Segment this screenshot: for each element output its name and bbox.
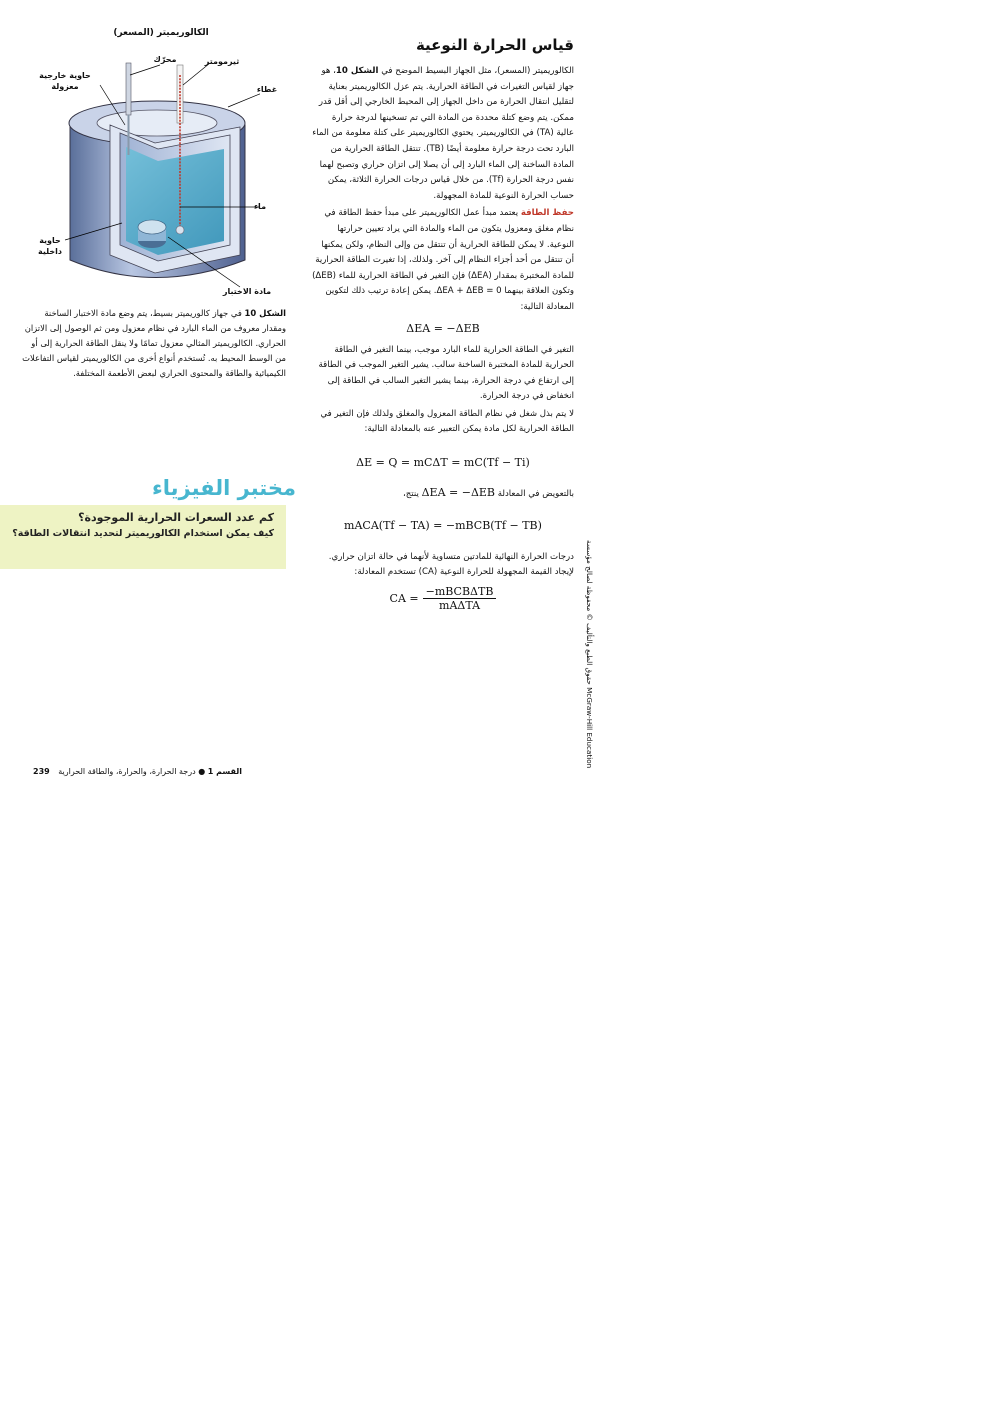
label-outer-container: حاوية خارجية معزولة <box>39 71 91 91</box>
section-heading: قياس الحرارة النوعية <box>415 36 574 54</box>
footer-section-label: القسم 1 <box>207 767 242 776</box>
paragraph-5 <box>312 485 574 503</box>
paragraph-1 <box>312 64 574 204</box>
figure-title: الكالوريميتر (المسعر) <box>113 28 209 38</box>
side-credit: حقوق الطبع والتأليف © محفوظة لصالح مؤسسة McGraw-Hill Education <box>585 540 594 769</box>
caption-text: في جهاز كالوريميتر بسيط، يتم وضع مادة الاختبار الساخنة ومقدار معروف من الماء البارد في نظام معزول ومن ثم الوصول إلى الاتزان الحراري. الكالوريميتر المثالي معزول تمامًا ولا ينقل الطاقة الحرارية إلى أو من الوسط المحيط به. تُستخدم أنواع أخرى من الكالوريميتر لقياس التفاعلات الكيميائية والطاقة والمحتوى الحراري لبعض الأطعمة المختلفة. <box>22 308 286 378</box>
p1-text-b: ، هو جهاز لقياس التغيرات في الطاقة الحرارية. يتم عزل الكالوريميتر بعناية لتقليل انتقال الحرارة من داخل الجهاز إلى المحيط الخارجي إلى أقل قدر ممكن. يتم وضع كتلة محددة من المادة التي تم تسخينها لدرجة حرارة عالية (TA) في الكالوريميتر. يحتوي الكالوريميتر على كتلة معلومة من الماء البارد تحت درجة حرارة معلومة أيضًا (TB). تنتقل الطاقة الحرارية من المادة الساخنة إلى الماء البارد إلى أن يصلا إلى اتزان حراري وتصبح لهما نفس درجة الحرارة (Tf). من خلال قياس درجات الحرارة الثلاثة، يمكن حساب الحرارة النوعية للمادة المجهولة. <box>312 66 574 201</box>
label-thermometer: ثيرمومتر <box>204 57 240 66</box>
label-water: ماء <box>253 202 267 211</box>
eq4-numerator: −mBCBΔTB <box>423 585 497 599</box>
label-test-material: مادة الاختبار <box>222 287 272 296</box>
eq4-denominator: mAΔTA <box>439 598 481 612</box>
equation-4 <box>312 585 574 612</box>
p2-text: يعتمد مبدأ عمل الكالوريميتر على مبدأ حفظ الطاقة في نظام مغلق ومعزول يتكون من الماء والمادة التي يراد تعيين حرارتها النوعية. لا يمكن للطاقة الحرارية أن تنتقل من وإلى النظام، ولكن يمكنها أن تنتقل من أحد أجزاء النظام إلى آخر. ولذلك، إذا تغيرت الطاقة الحرارية للمادة المختبرة بمقدار (ΔEA) فإن التغير في الطاقة الحرارية للماء (ΔEB) وتكون العلاقة بينهما ΔEA + ΔEB = 0. يمكن إعادة ترتيب ذلك لتكوين المعادلة التالية: <box>312 208 574 312</box>
eq4-fraction <box>423 585 497 612</box>
p1-figure-ref: الشكل 10 <box>335 66 379 76</box>
lab-title: مختبر الفيزياء <box>152 476 296 500</box>
page-number: 239 <box>33 767 50 776</box>
equation-1: ΔEA = −ΔEB <box>406 321 480 335</box>
main-column <box>312 34 574 612</box>
paragraph-2 <box>312 206 574 315</box>
equation-3: mACA(Tf − TA) = −mBCB(Tf − TB) <box>344 518 542 532</box>
page-footer <box>22 767 242 776</box>
p5-equation: ΔEA = −ΔEB <box>421 486 495 500</box>
equation-2: ΔE = Q = mCΔT = mC(Tf − Ti) <box>356 456 530 470</box>
footer-section-title: درجة الحرارة، والحرارة، والطاقة الحرارية <box>58 767 196 776</box>
keyword-conservation: حفظ الطاقة <box>520 208 574 219</box>
lab-question-1: كم عدد السعرات الحرارية الموجودة؟ <box>78 511 274 524</box>
lab-box <box>0 505 286 569</box>
eq4-lhs: CA = <box>389 591 419 605</box>
p1-text-a: الكالوريميتر (المسعر)، مثل الجهاز البسيط الموضح في <box>378 66 574 76</box>
lab-question-2: كيف يمكن استخدام الكالوريميتر لتحديد انتقالات الطاقة؟ <box>12 528 274 539</box>
paragraph-6: درجات الحرارة النهائية للمادتين متساوية لأنهما في حالة اتزان حراري. لإيجاد القيمة المجهولة للحرارة النوعية (CA) تستخدم المعادلة: <box>328 551 574 578</box>
p5-text-a: بالتعويض في المعادلة <box>497 489 574 500</box>
label-inner-container: حاوية داخلية <box>38 236 62 256</box>
label-lid: غطاء <box>256 85 278 94</box>
figure-caption <box>22 306 286 381</box>
label-stirrer: محرّك <box>153 55 177 64</box>
p5-text-b: ينتج، <box>402 489 419 500</box>
paragraph-4: لا يتم بذل شغل في نظام الطاقة المعزول والمغلق ولذلك فإن التغير في الطاقة الحرارية لكل مادة يمكن التعبير عنه بالمعادلة التالية: <box>320 408 574 435</box>
caption-label: الشكل 10 <box>244 308 286 318</box>
footer-bullet: ● <box>198 767 206 776</box>
paragraph-3: التغير في الطاقة الحرارية للماء البارد موجب، بينما التغير في الطاقة الحرارية للمادة المختبرة الساخنة سالب. يشير التغير الموجب في الطاقة إلى ارتفاع في درجة الحرارة، بينما يشير التغير السالب في الطاقة إلى انخفاض في درجة الحرارة. <box>318 344 574 402</box>
